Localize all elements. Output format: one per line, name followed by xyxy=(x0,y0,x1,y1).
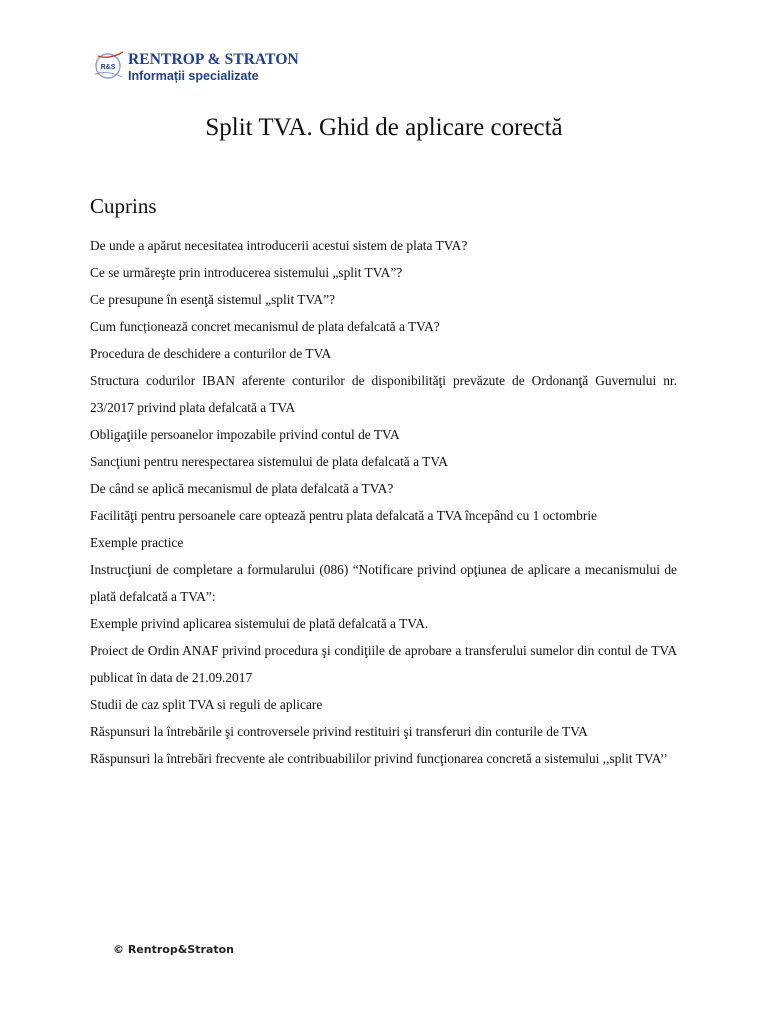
toc-item[interactable]: Sancţiuni pentru nerespectarea sistemului de plata defalcată a TVA xyxy=(90,454,448,469)
toc-item[interactable]: Studii de caz split TVA si reguli de aplicare xyxy=(90,697,323,712)
toc-item[interactable]: Exemple privind aplicarea sistemului de plată defalcată a TVA. xyxy=(90,616,429,631)
toc-item[interactable]: Exemple practice xyxy=(90,535,184,550)
toc-item[interactable]: Ce presupune în esenţă sistemul „split TVA”? xyxy=(90,292,335,307)
table-of-contents xyxy=(90,232,677,772)
toc-item[interactable]: Răspunsuri la întrebări frecvente ale contribuabililor privind funcţionarea concretă a sistemului ,,split TVA’’ xyxy=(90,751,668,766)
toc-item[interactable]: Ce se urmăreşte prin introducerea sistemului „split TVA”? xyxy=(90,265,403,280)
toc-item[interactable]: Răspunsuri la întrebările şi controversele privind restituiri şi transferuri din conturile de TVA xyxy=(90,724,588,739)
toc-item[interactable]: De când se aplică mecanismul de plata defalcată a TVA? xyxy=(90,481,394,496)
toc-item[interactable]: Structura codurilor IBAN aferente conturilor de disponibilităţi prevăzute de Ordonanţă Guvernului nr. 23/2017 privind plata defalcată a TVA xyxy=(90,373,677,415)
toc-heading: Cuprins xyxy=(90,194,157,218)
toc-item[interactable]: Procedura de deschidere a conturilor de TVA xyxy=(90,346,332,361)
toc-item[interactable]: De unde a apărut necesitatea introducerii acestui sistem de plata TVA? xyxy=(90,238,468,253)
brand-name: RENTROP & STRATON xyxy=(128,51,299,68)
toc-item[interactable]: Cum funcționează concret mecanismul de plata defalcată a TVA? xyxy=(90,319,440,334)
publisher-logo xyxy=(92,46,322,90)
logo-mark-text: R&S xyxy=(100,64,116,71)
toc-item[interactable]: Obligaţiile persoanelor impozabile privind contul de TVA xyxy=(90,427,400,442)
toc-item[interactable]: Instrucţiuni de completare a formularului (086) “Notificare privind opţiunea de aplicare a mecanismului de plată defalcată a TVA”: xyxy=(90,562,677,604)
toc-item[interactable]: Proiect de Ordin ANAF privind procedura şi condiţiile de aprobare a transferului sumelor din contul de TVA publicat în data de 21.09.2017 xyxy=(90,643,677,685)
document-title: Split TVA. Ghid de aplicare corectă xyxy=(205,114,563,141)
rs-emblem-icon xyxy=(92,48,126,82)
brand-tagline: Informații specializate xyxy=(128,69,259,83)
footer-copyright: © Rentrop&Straton xyxy=(113,943,234,956)
toc-item[interactable]: Facilităţi pentru persoanele care optează pentru plata defalcată a TVA începând cu 1 octombrie xyxy=(90,508,598,523)
